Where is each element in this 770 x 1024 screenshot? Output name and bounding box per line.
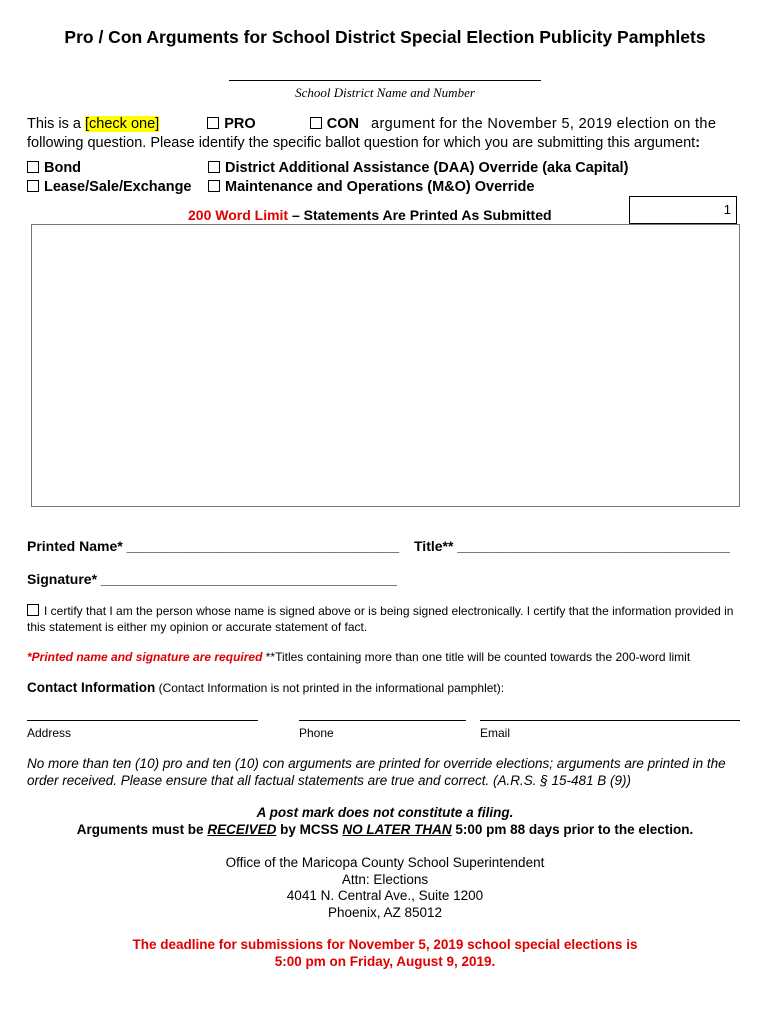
postmark-note: A post mark does not constitute a filing. (256, 805, 514, 820)
contact-label: Contact Information (27, 680, 156, 695)
pro-checkbox[interactable] (207, 117, 219, 129)
required-note (27, 650, 690, 664)
intro-paragraph (27, 115, 743, 153)
bond-checkbox[interactable] (27, 161, 39, 173)
intro-prefix: This is a (27, 116, 86, 132)
con-label: CON (326, 116, 359, 132)
daa-label: District Additional Assistance (DAA) Override (aka Capital) (225, 160, 629, 176)
email-label: Email (480, 726, 511, 740)
intro-text-2: following question. Please identify the specific ballot question for which you are submitting this argument (27, 135, 696, 151)
limits-note: No more than ten (10) pro and ten (10) con arguments are printed for override elections; arguments are printed in the order received. Please ensure that all factual statements are true and correct. (A.R.S. § 15-481 B (9)) (27, 756, 726, 788)
address-line[interactable] (27, 720, 258, 721)
certification-statement (27, 603, 743, 635)
word-count-box: 1 (629, 196, 737, 224)
pro-label: PRO (224, 116, 256, 132)
received-p2: by MCSS (276, 822, 343, 837)
phone-label: Phone (299, 726, 334, 740)
office-line-2: Attn: Elections (341, 871, 429, 887)
con-option[interactable] (310, 116, 359, 132)
contact-note: (Contact Information is not printed in the informational pamphlet): (155, 681, 505, 695)
page-title: Pro / Con Arguments for School District Special Election Publicity Pamphlets (64, 27, 706, 47)
pro-option[interactable] (207, 116, 255, 132)
office-address (0, 855, 770, 921)
certification-text: I certify that I am the person whose name is signed above or is being signed electronically. I certify that the information provided in this statement is either my opinion or accurate statement of fact. (27, 604, 734, 634)
argument-text-area[interactable] (31, 224, 740, 507)
received-p3: 5:00 pm 88 days prior to the election. (451, 822, 694, 837)
lease-option[interactable] (27, 179, 192, 195)
office-line-3: 4041 N. Central Ave., Suite 1200 (286, 888, 484, 903)
lease-checkbox[interactable] (27, 180, 39, 192)
bond-option[interactable] (27, 160, 81, 176)
intro-text-1: argument for the November 5, 2019 election on the (371, 116, 717, 132)
title-field[interactable]: Title** ___________________________________ (414, 538, 730, 554)
deadline-note (0, 936, 770, 970)
word-limit-rest: – Statements Are Printed As Submitted (288, 207, 552, 223)
address-label: Address (27, 726, 72, 740)
daa-checkbox[interactable] (208, 161, 220, 173)
phone-line[interactable] (299, 720, 466, 721)
district-name-label: School District Name and Number (295, 85, 475, 100)
bond-label: Bond (44, 160, 82, 176)
deadline-line-2: 5:00 pm on Friday, August 9, 2019. (274, 954, 496, 969)
check-one-highlight: [check one] (85, 116, 160, 132)
word-limit-red: 200 Word Limit (188, 207, 289, 223)
email-line[interactable] (480, 720, 740, 721)
certify-checkbox[interactable] (27, 604, 39, 616)
mo-label: Maintenance and Operations (M&O) Override (225, 179, 535, 195)
printed-name-field[interactable]: Printed Name* ___________________________________ (27, 538, 400, 554)
con-checkbox[interactable] (310, 117, 322, 129)
mo-checkbox[interactable] (208, 180, 220, 192)
mo-option[interactable] (208, 179, 534, 195)
office-line-4: Phoenix, AZ 85012 (327, 904, 443, 920)
office-line-1: Office of the Maricopa County School Superintendent (225, 855, 545, 870)
required-rest: **Titles containing more than one title will be counted towards the 200-word limit (262, 650, 691, 664)
received-u1: RECEIVED (207, 822, 277, 837)
received-note (0, 822, 770, 837)
required-red: *Printed name and signature are required (27, 650, 263, 664)
lease-label: Lease/Sale/Exchange (44, 179, 192, 195)
word-limit-heading (188, 207, 552, 223)
district-name-line[interactable] (229, 80, 541, 81)
intro-colon: : (695, 135, 701, 151)
received-u2: NO LATER THAN (342, 822, 452, 837)
contact-heading (27, 680, 504, 695)
signature-field[interactable]: Signature* ______________________________________ (27, 571, 397, 587)
deadline-line-1: The deadline for submissions for November 5, 2019 school special elections is (132, 937, 638, 952)
daa-option[interactable] (208, 160, 628, 176)
received-p1: Arguments must be (76, 822, 208, 837)
